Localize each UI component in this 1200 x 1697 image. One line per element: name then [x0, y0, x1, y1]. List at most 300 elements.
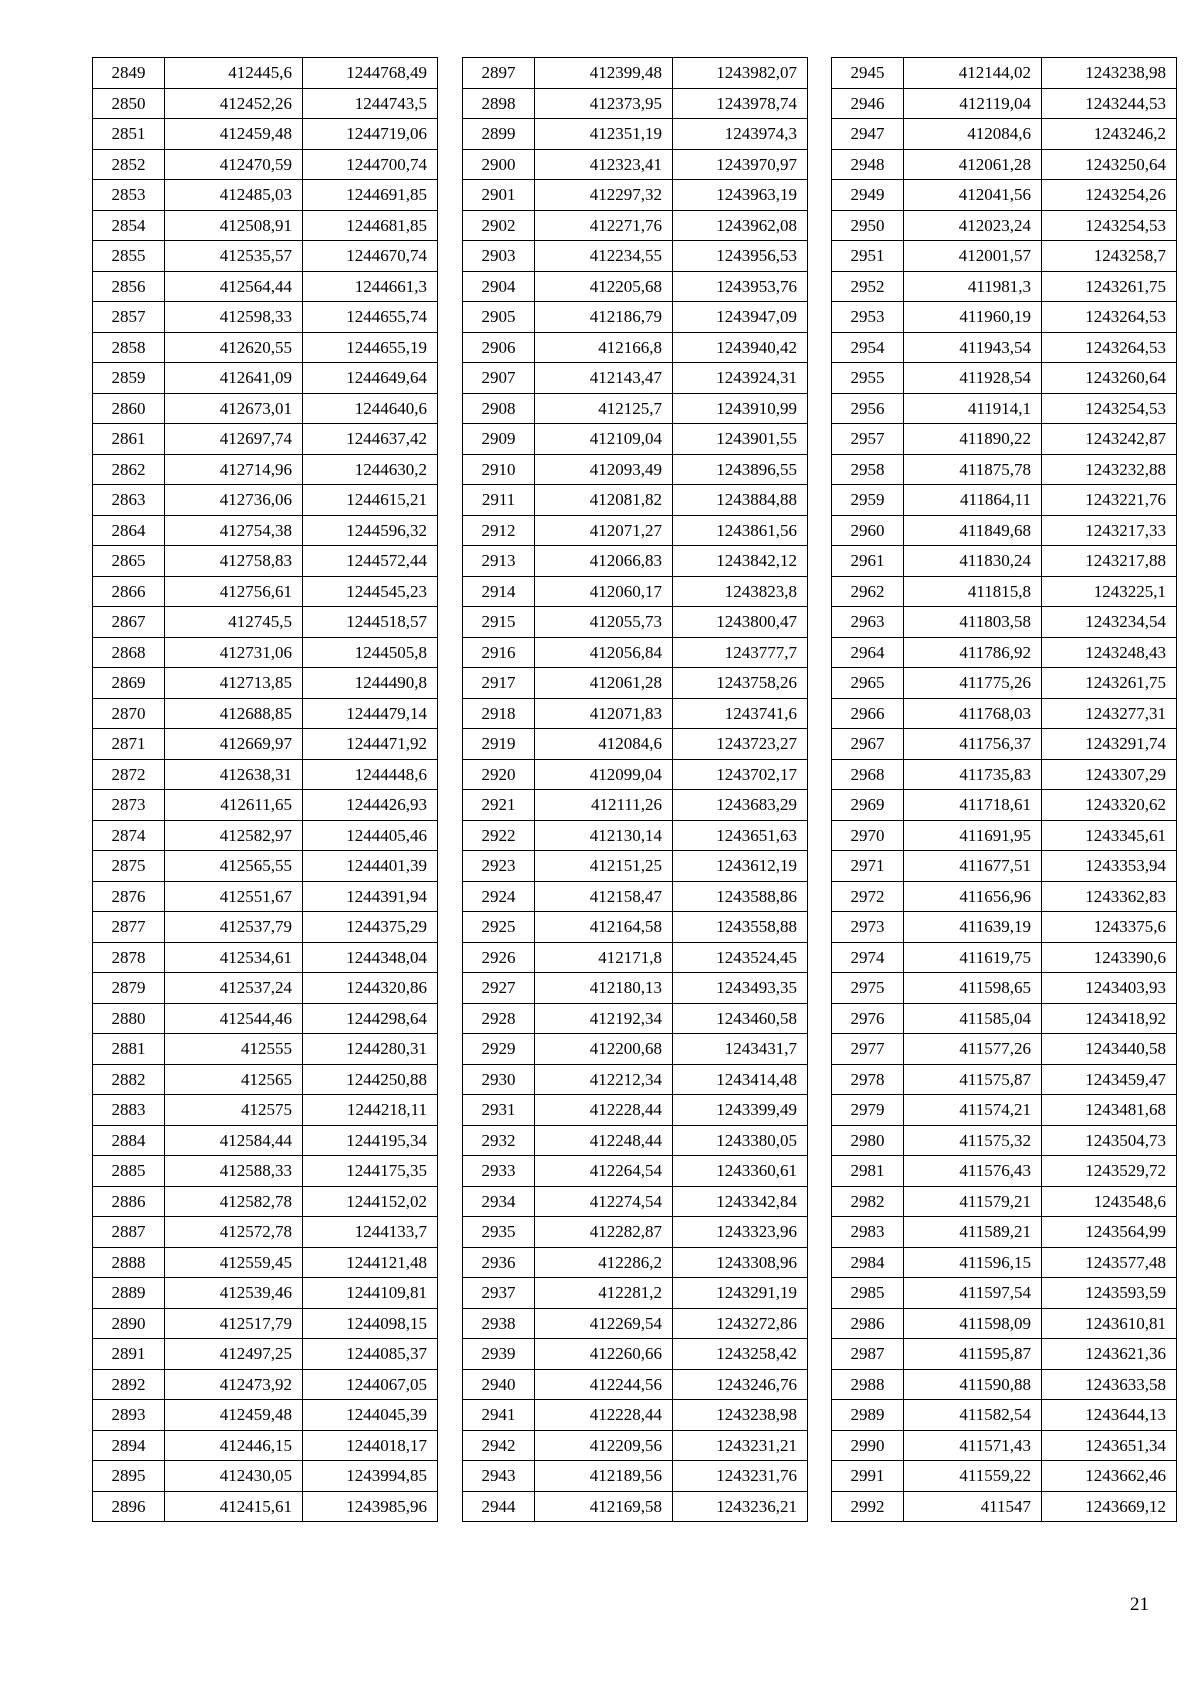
table-row: [463, 302, 808, 333]
table-row: [832, 1278, 1177, 1309]
y-coordinate-cell: 1244572,44: [303, 546, 438, 577]
point-number-cell: 2910: [463, 454, 535, 485]
point-number-cell: 2975: [832, 973, 904, 1004]
y-coordinate-cell: 1244448,6: [303, 759, 438, 790]
y-coordinate-cell: 1243940,42: [673, 332, 808, 363]
x-coordinate-cell: 412084,6: [904, 119, 1042, 150]
x-coordinate-cell: 411576,43: [904, 1156, 1042, 1187]
x-coordinate-cell: 412351,19: [535, 119, 673, 150]
y-coordinate-cell: 1244479,14: [303, 698, 438, 729]
table-row: [93, 1186, 438, 1217]
point-number-cell: 2893: [93, 1400, 165, 1431]
table-row: [463, 1125, 808, 1156]
point-number-cell: 2982: [832, 1186, 904, 1217]
point-number-cell: 2911: [463, 485, 535, 516]
x-coordinate-cell: 412572,78: [165, 1217, 303, 1248]
table-row: [93, 912, 438, 943]
table-row: [463, 881, 808, 912]
x-coordinate-cell: 412269,54: [535, 1308, 673, 1339]
point-number-cell: 2978: [832, 1064, 904, 1095]
table-row: [832, 119, 1177, 150]
point-number-cell: 2971: [832, 851, 904, 882]
table-row: [463, 149, 808, 180]
y-coordinate-cell: 1244691,85: [303, 180, 438, 211]
point-number-cell: 2968: [832, 759, 904, 790]
table-row: [832, 820, 1177, 851]
y-coordinate-cell: 1243910,99: [673, 393, 808, 424]
x-coordinate-cell: 412688,85: [165, 698, 303, 729]
table-row: [832, 1034, 1177, 1065]
table-row: [832, 881, 1177, 912]
table-row: [832, 363, 1177, 394]
y-coordinate-cell: 1244426,93: [303, 790, 438, 821]
y-coordinate-cell: 1243307,29: [1042, 759, 1177, 790]
y-coordinate-cell: 1243577,48: [1042, 1247, 1177, 1278]
table-row: [832, 668, 1177, 699]
table-row: [93, 881, 438, 912]
table-row: [463, 1064, 808, 1095]
point-number-cell: 2903: [463, 241, 535, 272]
x-coordinate-cell: 412713,85: [165, 668, 303, 699]
point-number-cell: 2954: [832, 332, 904, 363]
y-coordinate-cell: 1243861,56: [673, 515, 808, 546]
coordinates-table-1: [92, 57, 438, 1522]
y-coordinate-cell: 1244375,29: [303, 912, 438, 943]
y-coordinate-cell: 1244280,31: [303, 1034, 438, 1065]
x-coordinate-cell: 412001,57: [904, 241, 1042, 272]
point-number-cell: 2920: [463, 759, 535, 790]
table-row: [832, 1125, 1177, 1156]
x-coordinate-cell: 411960,19: [904, 302, 1042, 333]
x-coordinate-cell: 412111,26: [535, 790, 673, 821]
y-coordinate-cell: 1244596,32: [303, 515, 438, 546]
x-coordinate-cell: 412244,56: [535, 1369, 673, 1400]
table-row: [463, 180, 808, 211]
table-row: [93, 973, 438, 1004]
x-coordinate-cell: 412638,31: [165, 759, 303, 790]
point-number-cell: 2970: [832, 820, 904, 851]
table-row: [832, 1003, 1177, 1034]
x-coordinate-cell: 412430,05: [165, 1461, 303, 1492]
y-coordinate-cell: 1243956,53: [673, 241, 808, 272]
y-coordinate-cell: 1243238,98: [1042, 58, 1177, 89]
y-coordinate-cell: 1243723,27: [673, 729, 808, 760]
point-number-cell: 2983: [832, 1217, 904, 1248]
table-row: [93, 1003, 438, 1034]
y-coordinate-cell: 1244649,64: [303, 363, 438, 394]
y-coordinate-cell: 1243558,88: [673, 912, 808, 943]
y-coordinate-cell: 1244045,39: [303, 1400, 438, 1431]
table-row: [832, 393, 1177, 424]
point-number-cell: 2989: [832, 1400, 904, 1431]
x-coordinate-cell: 412535,57: [165, 241, 303, 272]
x-coordinate-cell: 412697,74: [165, 424, 303, 455]
y-coordinate-cell: 1243248,43: [1042, 637, 1177, 668]
point-number-cell: 2928: [463, 1003, 535, 1034]
point-number-cell: 2899: [463, 119, 535, 150]
table-row: [832, 1186, 1177, 1217]
table-row: [463, 515, 808, 546]
point-number-cell: 2878: [93, 942, 165, 973]
point-number-cell: 2947: [832, 119, 904, 150]
x-coordinate-cell: 412260,66: [535, 1339, 673, 1370]
point-number-cell: 2908: [463, 393, 535, 424]
y-coordinate-cell: 1244175,35: [303, 1156, 438, 1187]
point-number-cell: 2973: [832, 912, 904, 943]
x-coordinate-cell: 412445,6: [165, 58, 303, 89]
point-number-cell: 2904: [463, 271, 535, 302]
x-coordinate-cell: 411849,68: [904, 515, 1042, 546]
point-number-cell: 2930: [463, 1064, 535, 1095]
x-coordinate-cell: 412565: [165, 1064, 303, 1095]
table-row: [832, 88, 1177, 119]
x-coordinate-cell: 412212,34: [535, 1064, 673, 1095]
point-number-cell: 2887: [93, 1217, 165, 1248]
point-number-cell: 2987: [832, 1339, 904, 1370]
point-number-cell: 2922: [463, 820, 535, 851]
point-number-cell: 2932: [463, 1125, 535, 1156]
table-row: [832, 912, 1177, 943]
y-coordinate-cell: 1243974,3: [673, 119, 808, 150]
table-row: [93, 607, 438, 638]
table-row: [832, 180, 1177, 211]
x-coordinate-cell: 412497,25: [165, 1339, 303, 1370]
table-row: [463, 1308, 808, 1339]
table-row: [463, 210, 808, 241]
point-number-cell: 2972: [832, 881, 904, 912]
y-coordinate-cell: 1244405,46: [303, 820, 438, 851]
table-row: [93, 546, 438, 577]
table-row: [93, 1461, 438, 1492]
x-coordinate-cell: 412055,73: [535, 607, 673, 638]
point-number-cell: 2900: [463, 149, 535, 180]
point-number-cell: 2905: [463, 302, 535, 333]
table-row: [463, 271, 808, 302]
x-coordinate-cell: 411928,54: [904, 363, 1042, 394]
table-row: [832, 637, 1177, 668]
x-coordinate-cell: 412281,2: [535, 1278, 673, 1309]
y-coordinate-cell: 1243440,58: [1042, 1034, 1177, 1065]
point-number-cell: 2990: [832, 1430, 904, 1461]
x-coordinate-cell: 411582,54: [904, 1400, 1042, 1431]
y-coordinate-cell: 1244661,3: [303, 271, 438, 302]
x-coordinate-cell: 411585,04: [904, 1003, 1042, 1034]
y-coordinate-cell: 1244505,8: [303, 637, 438, 668]
point-number-cell: 2960: [832, 515, 904, 546]
point-number-cell: 2919: [463, 729, 535, 760]
x-coordinate-cell: 412228,44: [535, 1400, 673, 1431]
table-row: [463, 424, 808, 455]
x-coordinate-cell: 411579,21: [904, 1186, 1042, 1217]
table-row: [832, 1339, 1177, 1370]
x-coordinate-cell: 412282,87: [535, 1217, 673, 1248]
table-row: [463, 1491, 808, 1522]
point-number-cell: 2957: [832, 424, 904, 455]
point-number-cell: 2866: [93, 576, 165, 607]
x-coordinate-cell: 412611,65: [165, 790, 303, 821]
x-coordinate-cell: 411943,54: [904, 332, 1042, 363]
x-coordinate-cell: 412551,67: [165, 881, 303, 912]
point-number-cell: 2851: [93, 119, 165, 150]
point-number-cell: 2992: [832, 1491, 904, 1522]
table-row: [832, 1400, 1177, 1431]
y-coordinate-cell: 1244670,74: [303, 241, 438, 272]
x-coordinate-cell: 412041,56: [904, 180, 1042, 211]
y-coordinate-cell: 1243612,19: [673, 851, 808, 882]
x-coordinate-cell: 412756,61: [165, 576, 303, 607]
table-row: [463, 88, 808, 119]
x-coordinate-cell: 411598,65: [904, 973, 1042, 1004]
point-number-cell: 2950: [832, 210, 904, 241]
y-coordinate-cell: 1243342,84: [673, 1186, 808, 1217]
table-row: [93, 1095, 438, 1126]
y-coordinate-cell: 1243234,54: [1042, 607, 1177, 638]
y-coordinate-cell: 1244195,34: [303, 1125, 438, 1156]
point-number-cell: 2883: [93, 1095, 165, 1126]
y-coordinate-cell: 1243924,31: [673, 363, 808, 394]
table-row: [463, 363, 808, 394]
point-number-cell: 2855: [93, 241, 165, 272]
table-row: [463, 790, 808, 821]
point-number-cell: 2890: [93, 1308, 165, 1339]
y-coordinate-cell: 1243221,76: [1042, 485, 1177, 516]
y-coordinate-cell: 1243947,09: [673, 302, 808, 333]
table-row: [93, 210, 438, 241]
point-number-cell: 2925: [463, 912, 535, 943]
y-coordinate-cell: 1243232,88: [1042, 454, 1177, 485]
y-coordinate-cell: 1243380,05: [673, 1125, 808, 1156]
table-row: [832, 271, 1177, 302]
y-coordinate-cell: 1244098,15: [303, 1308, 438, 1339]
table-row: [93, 1278, 438, 1309]
table-row: [93, 424, 438, 455]
x-coordinate-cell: 411619,75: [904, 942, 1042, 973]
x-coordinate-cell: 412248,44: [535, 1125, 673, 1156]
y-coordinate-cell: 1243504,73: [1042, 1125, 1177, 1156]
table-row: [832, 1217, 1177, 1248]
point-number-cell: 2860: [93, 393, 165, 424]
point-number-cell: 2965: [832, 668, 904, 699]
y-coordinate-cell: 1243896,55: [673, 454, 808, 485]
table-row: [463, 546, 808, 577]
x-coordinate-cell: 412143,47: [535, 363, 673, 394]
x-coordinate-cell: 412066,83: [535, 546, 673, 577]
point-number-cell: 2961: [832, 546, 904, 577]
y-coordinate-cell: 1243651,63: [673, 820, 808, 851]
point-number-cell: 2976: [832, 1003, 904, 1034]
table-row: [832, 729, 1177, 760]
point-number-cell: 2941: [463, 1400, 535, 1431]
y-coordinate-cell: 1244401,39: [303, 851, 438, 882]
point-number-cell: 2877: [93, 912, 165, 943]
y-coordinate-cell: 1243291,74: [1042, 729, 1177, 760]
x-coordinate-cell: 412171,8: [535, 942, 673, 973]
x-coordinate-cell: 412209,56: [535, 1430, 673, 1461]
x-coordinate-cell: 412714,96: [165, 454, 303, 485]
table-row: [463, 1095, 808, 1126]
table-row: [463, 1430, 808, 1461]
point-number-cell: 2942: [463, 1430, 535, 1461]
table-row: [93, 1369, 438, 1400]
x-coordinate-cell: 412731,06: [165, 637, 303, 668]
x-coordinate-cell: 411981,3: [904, 271, 1042, 302]
table-row: [93, 1064, 438, 1095]
y-coordinate-cell: 1243777,7: [673, 637, 808, 668]
x-coordinate-cell: 412189,56: [535, 1461, 673, 1492]
x-coordinate-cell: 412598,33: [165, 302, 303, 333]
y-coordinate-cell: 1243662,46: [1042, 1461, 1177, 1492]
x-coordinate-cell: 412125,7: [535, 393, 673, 424]
point-number-cell: 2977: [832, 1034, 904, 1065]
x-coordinate-cell: 412452,26: [165, 88, 303, 119]
point-number-cell: 2955: [832, 363, 904, 394]
y-coordinate-cell: 1243669,12: [1042, 1491, 1177, 1522]
y-coordinate-cell: 1243414,48: [673, 1064, 808, 1095]
table-row: [463, 759, 808, 790]
y-coordinate-cell: 1243962,08: [673, 210, 808, 241]
y-coordinate-cell: 1244640,6: [303, 393, 438, 424]
y-coordinate-cell: 1243633,58: [1042, 1369, 1177, 1400]
x-coordinate-cell: 411574,21: [904, 1095, 1042, 1126]
y-coordinate-cell: 1243258,42: [673, 1339, 808, 1370]
y-coordinate-cell: 1243982,07: [673, 58, 808, 89]
y-coordinate-cell: 1243323,96: [673, 1217, 808, 1248]
table-row: [93, 363, 438, 394]
x-coordinate-cell: 411803,58: [904, 607, 1042, 638]
point-number-cell: 2980: [832, 1125, 904, 1156]
table-row: [463, 1278, 808, 1309]
point-number-cell: 2948: [832, 149, 904, 180]
x-coordinate-cell: 412575: [165, 1095, 303, 1126]
point-number-cell: 2907: [463, 363, 535, 394]
point-number-cell: 2895: [93, 1461, 165, 1492]
x-coordinate-cell: 412093,49: [535, 454, 673, 485]
point-number-cell: 2929: [463, 1034, 535, 1065]
point-number-cell: 2921: [463, 790, 535, 821]
table-row: [832, 1064, 1177, 1095]
y-coordinate-cell: 1244655,74: [303, 302, 438, 333]
point-number-cell: 2852: [93, 149, 165, 180]
point-number-cell: 2917: [463, 668, 535, 699]
x-coordinate-cell: 411596,15: [904, 1247, 1042, 1278]
point-number-cell: 2974: [832, 942, 904, 973]
x-coordinate-cell: 412539,46: [165, 1278, 303, 1309]
point-number-cell: 2909: [463, 424, 535, 455]
x-coordinate-cell: 412071,27: [535, 515, 673, 546]
x-coordinate-cell: 412119,04: [904, 88, 1042, 119]
table-row: [93, 637, 438, 668]
x-coordinate-cell: 412144,02: [904, 58, 1042, 89]
y-coordinate-cell: 1243254,26: [1042, 180, 1177, 211]
x-coordinate-cell: 412399,48: [535, 58, 673, 89]
table-row: [463, 912, 808, 943]
point-number-cell: 2985: [832, 1278, 904, 1309]
x-coordinate-cell: 412099,04: [535, 759, 673, 790]
table-row: [93, 1430, 438, 1461]
table-row: [832, 759, 1177, 790]
point-number-cell: 2880: [93, 1003, 165, 1034]
y-coordinate-cell: 1243842,12: [673, 546, 808, 577]
y-coordinate-cell: 1243308,96: [673, 1247, 808, 1278]
y-coordinate-cell: 1244298,64: [303, 1003, 438, 1034]
point-number-cell: 2927: [463, 973, 535, 1004]
y-coordinate-cell: 1243260,64: [1042, 363, 1177, 394]
point-number-cell: 2916: [463, 637, 535, 668]
table-row: [832, 1095, 1177, 1126]
table-row: [93, 820, 438, 851]
table-row: [463, 1034, 808, 1065]
table-row: [832, 149, 1177, 180]
point-number-cell: 2940: [463, 1369, 535, 1400]
y-coordinate-cell: 1244152,02: [303, 1186, 438, 1217]
point-number-cell: 2906: [463, 332, 535, 363]
point-number-cell: 2963: [832, 607, 904, 638]
table-row: [832, 546, 1177, 577]
y-coordinate-cell: 1243246,2: [1042, 119, 1177, 150]
table-row: [463, 1461, 808, 1492]
y-coordinate-cell: 1243390,6: [1042, 942, 1177, 973]
table-row: [832, 454, 1177, 485]
x-coordinate-cell: 411575,32: [904, 1125, 1042, 1156]
point-number-cell: 2889: [93, 1278, 165, 1309]
y-coordinate-cell: 1243246,76: [673, 1369, 808, 1400]
y-coordinate-cell: 1243431,7: [673, 1034, 808, 1065]
point-number-cell: 2952: [832, 271, 904, 302]
table-row: [93, 485, 438, 516]
point-number-cell: 2962: [832, 576, 904, 607]
y-coordinate-cell: 1243261,75: [1042, 271, 1177, 302]
x-coordinate-cell: 412169,58: [535, 1491, 673, 1522]
table-row: [463, 1400, 808, 1431]
x-coordinate-cell: 412754,38: [165, 515, 303, 546]
point-number-cell: 2936: [463, 1247, 535, 1278]
point-number-cell: 2901: [463, 180, 535, 211]
point-number-cell: 2850: [93, 88, 165, 119]
y-coordinate-cell: 1244637,42: [303, 424, 438, 455]
point-number-cell: 2862: [93, 454, 165, 485]
point-number-cell: 2897: [463, 58, 535, 89]
y-coordinate-cell: 1244700,74: [303, 149, 438, 180]
table-row: [93, 393, 438, 424]
point-number-cell: 2886: [93, 1186, 165, 1217]
x-coordinate-cell: 412559,45: [165, 1247, 303, 1278]
table-row: [93, 576, 438, 607]
table-row: [832, 515, 1177, 546]
point-number-cell: 2892: [93, 1369, 165, 1400]
x-coordinate-cell: 412166,8: [535, 332, 673, 363]
x-coordinate-cell: 412544,46: [165, 1003, 303, 1034]
point-number-cell: 2888: [93, 1247, 165, 1278]
y-coordinate-cell: 1243823,8: [673, 576, 808, 607]
point-number-cell: 2914: [463, 576, 535, 607]
table-row: [93, 88, 438, 119]
coordinates-table-3: [831, 57, 1177, 1522]
x-coordinate-cell: 412071,83: [535, 698, 673, 729]
x-coordinate-cell: 411595,87: [904, 1339, 1042, 1370]
table-row: [93, 332, 438, 363]
x-coordinate-cell: 412534,61: [165, 942, 303, 973]
y-coordinate-cell: 1244719,06: [303, 119, 438, 150]
table-row: [463, 1217, 808, 1248]
y-coordinate-cell: 1244348,04: [303, 942, 438, 973]
point-number-cell: 2964: [832, 637, 904, 668]
table-row: [463, 942, 808, 973]
y-coordinate-cell: 1244681,85: [303, 210, 438, 241]
y-coordinate-cell: 1243258,7: [1042, 241, 1177, 272]
point-number-cell: 2857: [93, 302, 165, 333]
point-number-cell: 2959: [832, 485, 904, 516]
y-coordinate-cell: 1243264,53: [1042, 332, 1177, 363]
